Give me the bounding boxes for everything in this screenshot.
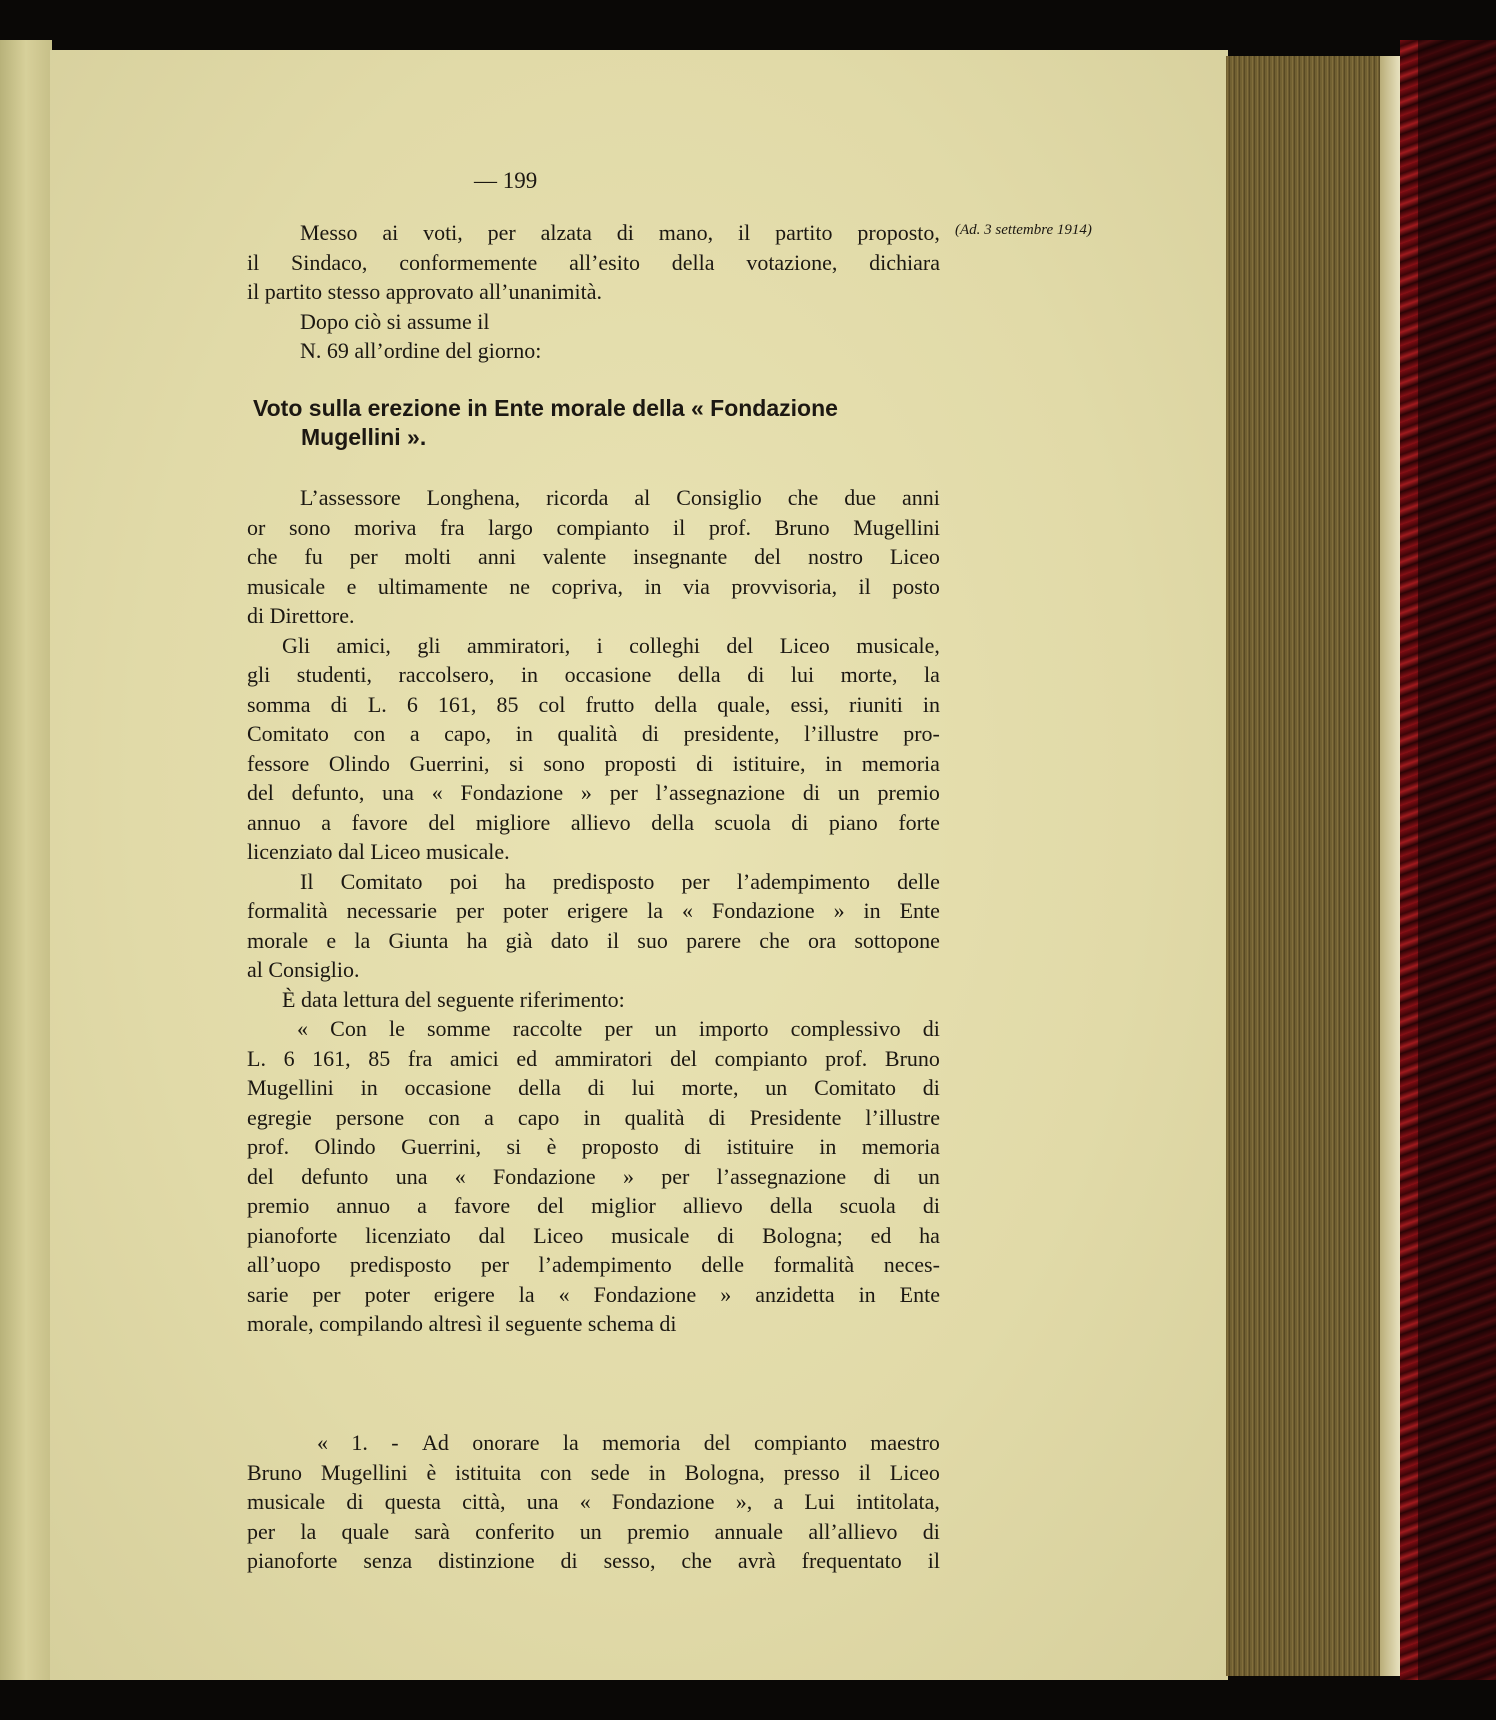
paragraph-line: al Consiglio.	[247, 957, 360, 982]
quoted-line: « Con le somme raccolte per un importo complessivo di	[297, 1016, 940, 1041]
paragraph-line: Messo ai voti, per alzata di mano, il partito proposto,	[300, 220, 940, 245]
paragraph-line: annuo a favore del migliore allievo della scuola di piano forte	[247, 809, 940, 835]
paragraph-line: or sono moriva fra largo compianto il prof. Bruno Mugellini	[247, 514, 940, 540]
page-number: — 199	[474, 168, 538, 193]
quoted-line: sarie per poter erigere la « Fondazione » anzidetta in Ente	[247, 1281, 940, 1307]
paragraph-line: di Direttore.	[247, 603, 355, 628]
page-block-edge	[1226, 56, 1400, 1676]
paragraph-line: il partito stesso approvato all’unanimità.	[247, 279, 602, 304]
section-heading: Voto sulla erezione in Ente morale della « Fondazione	[253, 395, 838, 421]
paragraph-line: morale e la Giunta ha già dato il suo parere che ora sottopone	[247, 927, 940, 953]
paragraph-line: È data lettura del seguente riferimento:	[282, 986, 625, 1012]
paragraph-line: somma di L. 6 161, 85 col frutto della quale, essi, riuniti in	[247, 691, 940, 717]
paragraph-line: Comitato con a capo, in qualità di presidente, l’illustre pro-	[247, 721, 940, 746]
quoted-line: prof. Olindo Guerrini, si è proposto di istituire in memoria	[247, 1134, 940, 1159]
paragraph-line: formalità necessarie per poter erigere la « Fondazione » in Ente	[247, 898, 940, 923]
article-line: per la quale sarà conferito un premio annuale all’allievo di	[247, 1518, 940, 1544]
quoted-line: premio annuo a favore del miglior allievo della scuola di	[247, 1193, 940, 1218]
paragraph-line: licenziato dal Liceo musicale.	[247, 839, 510, 864]
left-page-edge	[0, 40, 52, 1680]
quoted-line: egregie persone con a capo in qualità di Presidente l’illustre	[247, 1104, 940, 1130]
paragraph-line: musicale e ultimamente ne copriva, in via provvisoria, il posto	[247, 573, 940, 599]
quoted-line: del defunto una « Fondazione » per l’assegnazione di un	[247, 1163, 940, 1189]
article-line: Bruno Mugellini è istituita con sede in Bologna, presso il Liceo	[247, 1459, 940, 1485]
article-line: « 1. - Ad onorare la memoria del compianto maestro	[317, 1430, 940, 1455]
paragraph-line: Gli amici, gli ammiratori, i colleghi del Liceo musicale,	[282, 632, 940, 658]
paragraph-line: fessore Olindo Guerrini, si sono proposti di istituire, in memoria	[247, 750, 940, 776]
quoted-line: pianoforte licenziato dal Liceo musicale di Bologna; ed ha	[247, 1222, 940, 1248]
paragraph-line: il Sindaco, conformemente all’esito della votazione, dichiara	[247, 249, 940, 275]
paragraph-line: che fu per molti anni valente insegnante del nostro Liceo	[247, 544, 940, 569]
quoted-line: L. 6 161, 85 fra amici ed ammiratori del compianto prof. Bruno	[247, 1045, 940, 1071]
paragraph-line: gli studenti, raccolsero, in occasione della di lui morte, la	[247, 662, 940, 687]
section-heading: Mugellini ».	[301, 424, 427, 450]
paragraph-line: Dopo ciò si assume il	[300, 308, 490, 334]
article-line: musicale di questa città, una « Fondazione », a Lui intitolata,	[247, 1489, 940, 1514]
paragraph-line: Il Comitato poi ha predisposto per l’adempimento delle	[300, 868, 940, 894]
quoted-line: Mugellini in occasione della di lui morte, un Comitato di	[247, 1075, 940, 1100]
paragraph-line: N. 69 all’ordine del giorno:	[300, 338, 542, 363]
quoted-line: morale, compilando altresì il seguente schema di	[247, 1311, 677, 1336]
quoted-line: all’uopo predisposto per l’adempimento delle formalità neces-	[247, 1252, 940, 1277]
paragraph-line: L’assessore Longhena, ricorda al Consiglio che due anni	[300, 485, 940, 510]
paragraph-line: del defunto, una « Fondazione » per l’assegnazione di un premio	[247, 780, 940, 805]
margin-note: (Ad. 3 settembre 1914)	[955, 222, 1092, 238]
article-line: pianoforte senza distinzione di sesso, che avrà frequentato il	[247, 1548, 940, 1573]
